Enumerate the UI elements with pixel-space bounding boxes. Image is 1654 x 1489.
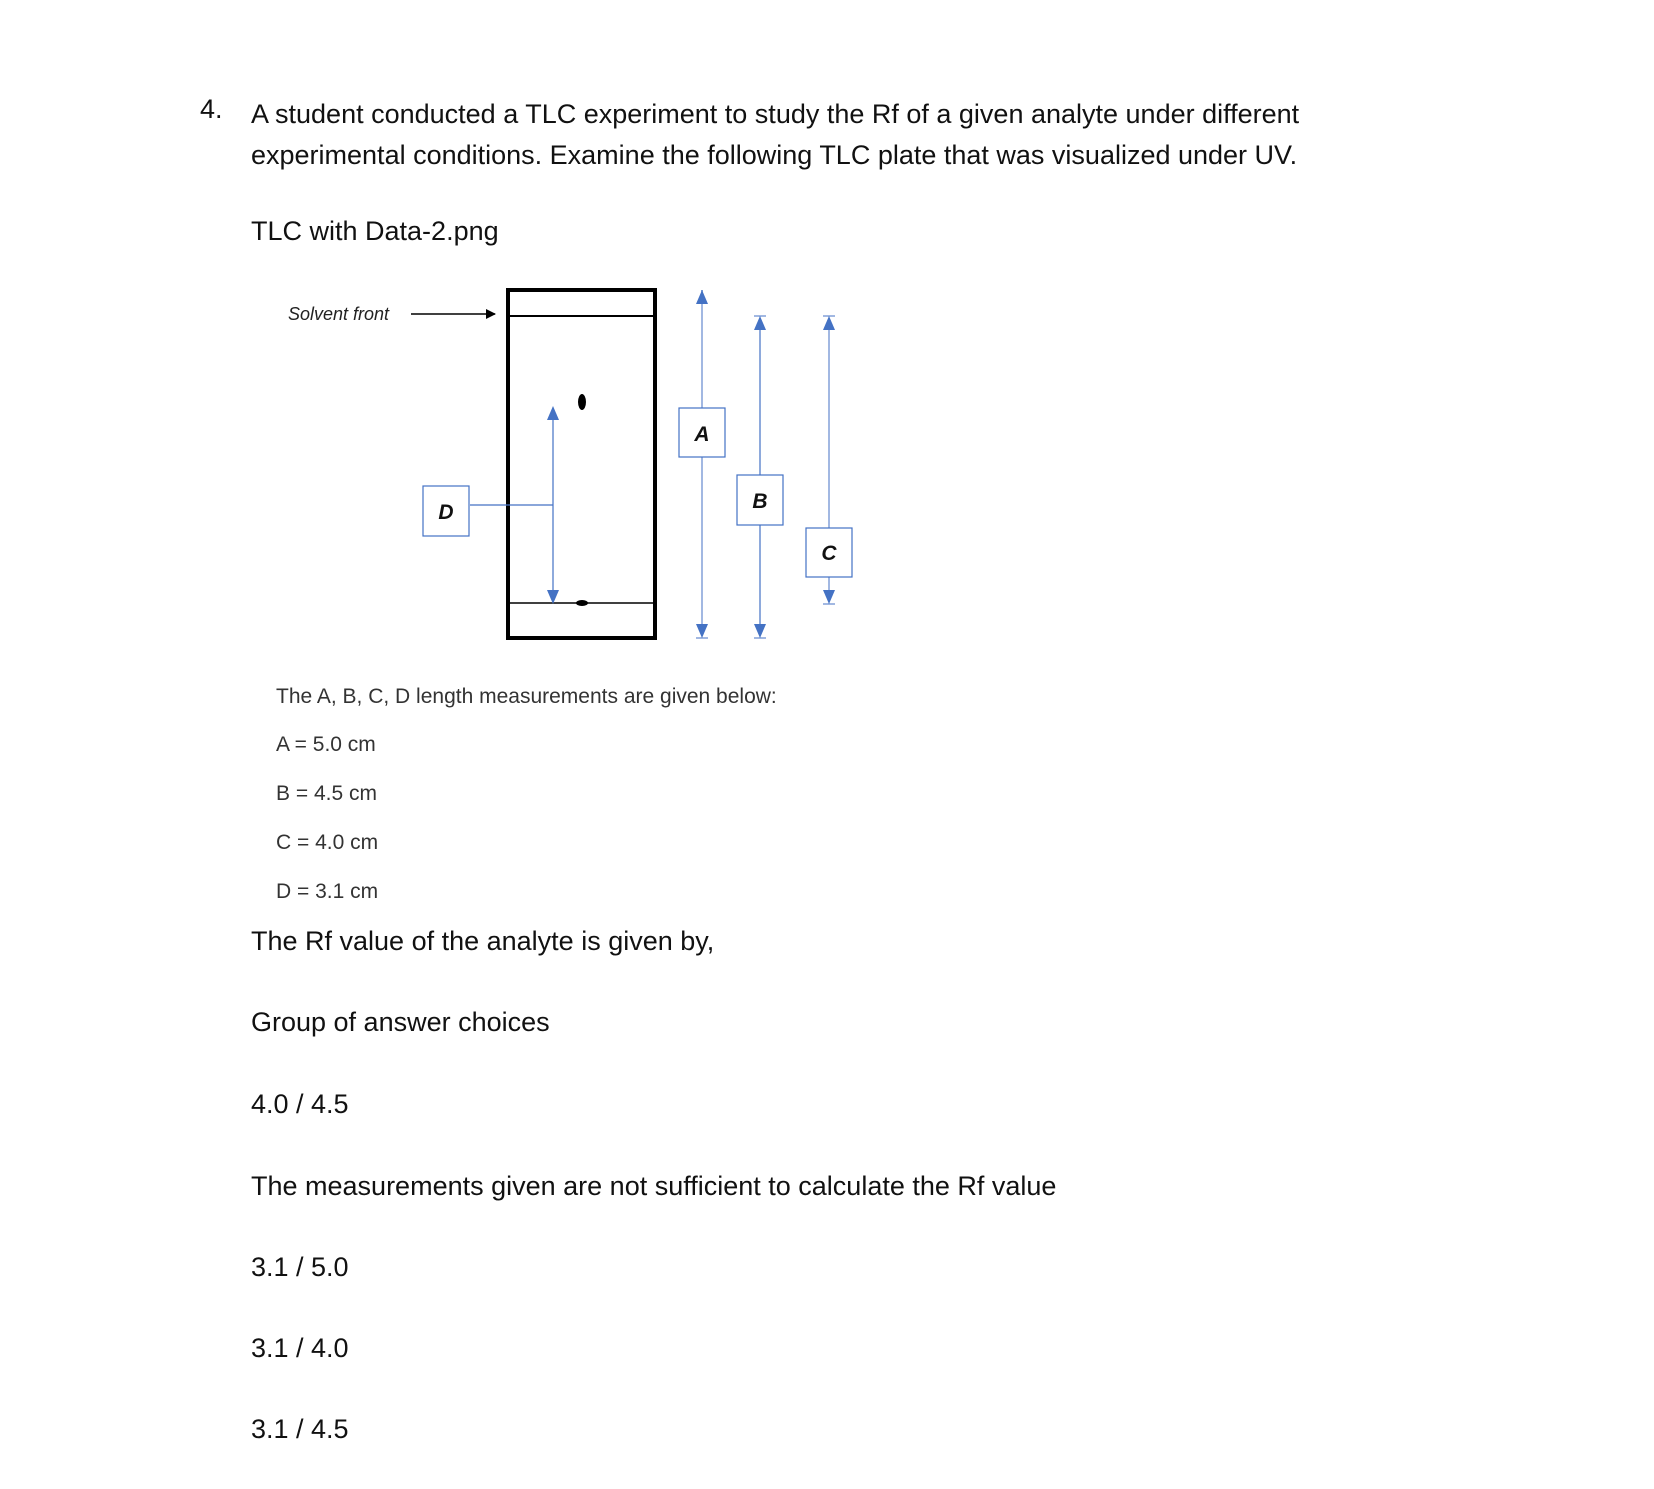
c-arrowhead-up	[823, 316, 835, 330]
a-label: A	[694, 423, 710, 446]
measurement-c: C = 4.0 cm	[276, 831, 379, 854]
question-number: 4.	[200, 94, 223, 124]
c-label: C	[821, 542, 837, 565]
measurement-a: A = 5.0 cm	[276, 733, 376, 756]
answer-choices-label: Group of answer choices	[251, 1007, 550, 1037]
answer-choice[interactable]: 3.1 / 5.0	[251, 1252, 349, 1282]
origin-spot	[576, 600, 588, 606]
c-arrowhead-down	[823, 590, 835, 604]
d-label: D	[438, 501, 454, 524]
d-arrowhead-up	[547, 406, 559, 420]
measurements-intro: The A, B, C, D length measurements are given below:	[276, 685, 777, 708]
d-arrowhead-down	[547, 590, 559, 604]
rf-prompt: The Rf value of the analyte is given by,	[251, 926, 715, 956]
b-arrowhead-down	[754, 624, 766, 638]
answer-choice[interactable]: The measurements given are not sufficient to calculate the Rf value	[251, 1171, 1057, 1201]
measurement-d: D = 3.1 cm	[276, 880, 379, 903]
b-label: B	[752, 490, 768, 513]
image-caption: TLC with Data-2.png	[251, 216, 499, 246]
answer-choice[interactable]: 4.0 / 4.5	[251, 1089, 349, 1119]
a-arrowhead-down	[696, 624, 708, 638]
analyte-spot	[578, 394, 586, 410]
b-arrowhead-up	[754, 316, 766, 330]
answer-choice[interactable]: 3.1 / 4.0	[251, 1333, 349, 1363]
answer-choice[interactable]: 3.1 / 4.5	[251, 1414, 349, 1444]
solvent-front-label: Solvent front	[288, 304, 390, 324]
question-text: A student conducted a TLC experiment to study the Rf of a given analyte under different experimental conditions. Examine the following TLC plate that was visualized under UV.	[251, 99, 1300, 170]
tlc-plate	[508, 290, 655, 638]
tlc-plate-diagram	[270, 270, 870, 650]
measurement-b: B = 4.5 cm	[276, 782, 377, 805]
a-arrowhead-up	[696, 290, 708, 304]
